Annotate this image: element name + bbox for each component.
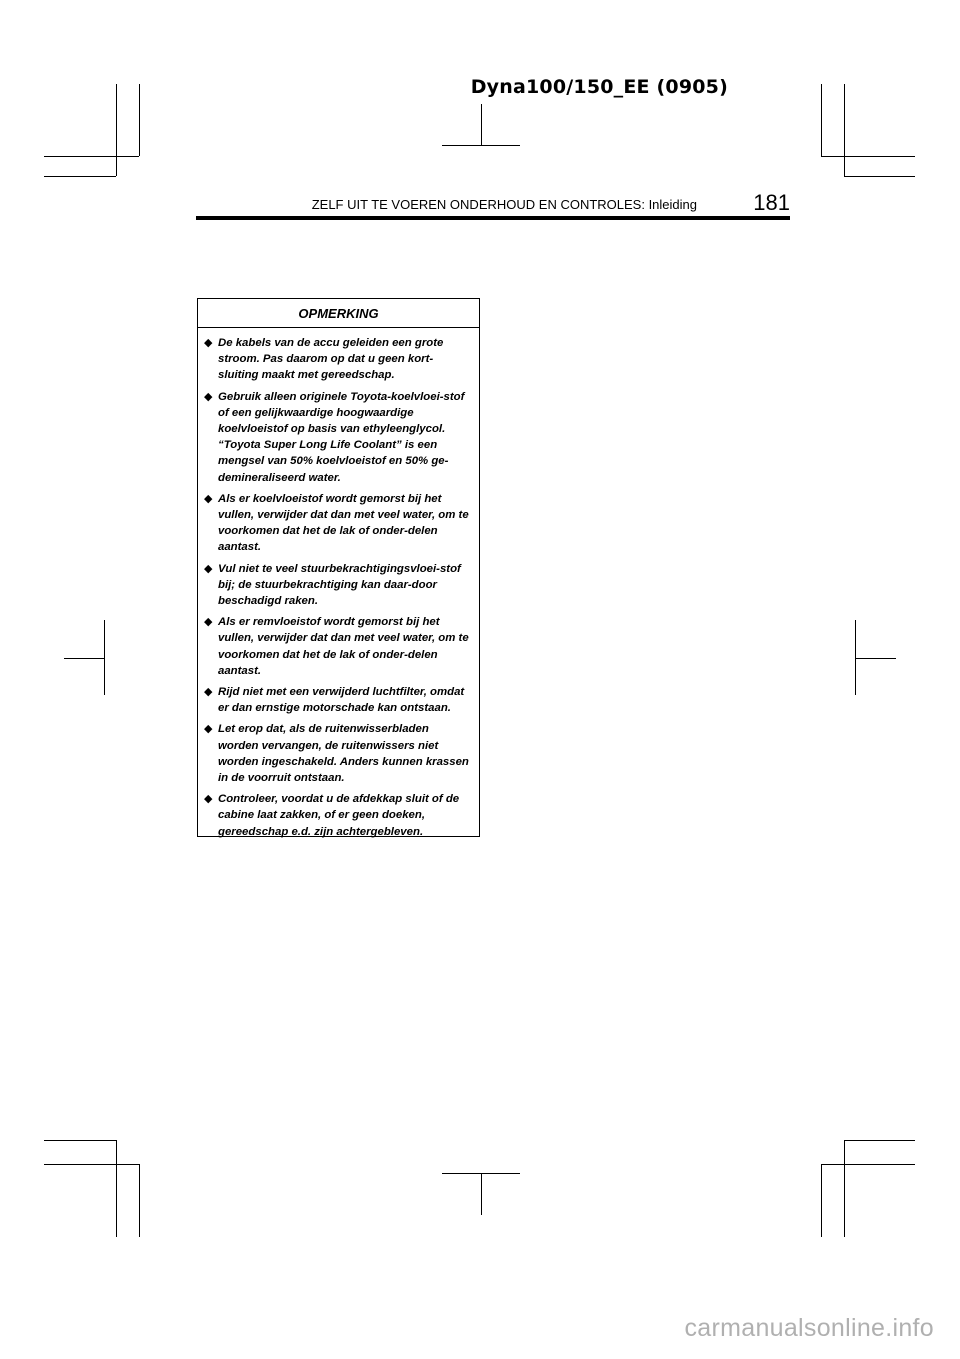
list-item bbox=[204, 791, 471, 840]
list-item bbox=[204, 389, 471, 486]
notice-box bbox=[197, 298, 480, 837]
list-item bbox=[204, 491, 471, 556]
list-item bbox=[204, 614, 471, 679]
notice-list bbox=[198, 328, 479, 840]
list-item-text: Als er koelvloeistof wordt gemorst bij het vullen, verwijder dat dan met veel water, om te voorkomen dat het de lak of onder-delen aantast. bbox=[218, 492, 469, 554]
watermark-link[interactable]: carmanualsonline.info bbox=[684, 1314, 934, 1342]
list-item-text: De kabels van de accu geleiden een grote stroom. Pas daarom op dat u geen kort-sluiting maakt met gereedschap. bbox=[218, 337, 444, 382]
list-item-text: Let erop dat, als de ruitenwisserbladen worden vervangen, de ruitenwissers niet worden ingeschakeld. Anders kunnen krassen in de voorruit ontstaan. bbox=[218, 723, 469, 785]
list-item bbox=[204, 561, 471, 610]
diamond-bullet-icon: ◆ bbox=[204, 562, 213, 575]
diamond-bullet-icon: ◆ bbox=[204, 390, 213, 403]
page-number: 181 bbox=[753, 190, 790, 215]
document-title: Dyna100/150_EE (0905) bbox=[470, 76, 728, 98]
header-rule bbox=[196, 216, 790, 220]
diamond-bullet-icon: ◆ bbox=[204, 616, 213, 629]
list-item bbox=[204, 335, 471, 384]
list-item bbox=[204, 721, 471, 786]
diamond-bullet-icon: ◆ bbox=[204, 686, 213, 699]
list-item-text: Vul niet te veel stuurbekrachtigingsvloei-stof bij; de stuurbekrachtiging kan daar-door beschadigd raken. bbox=[218, 562, 461, 608]
section-title: ZELF UIT TE VOEREN ONDERHOUD EN CONTROLES: Inleiding bbox=[311, 197, 697, 212]
list-item-text: Rijd niet met een verwijderd luchtfilter, omdat er dan ernstige motorschade kan ontstaan. bbox=[218, 686, 465, 715]
notice-heading: OPMERKING bbox=[198, 299, 479, 328]
diamond-bullet-icon: ◆ bbox=[204, 337, 213, 349]
diamond-bullet-icon: ◆ bbox=[204, 492, 213, 505]
list-item-text: Gebruik alleen originele Toyota-koelvloei-stof of een gelijkwaardige hoogwaardige koelvloeistof op basis van ethyleenglycol. “Toyota Super Long Life Coolant” is een mengsel van 50% koelvloeistof en 50% ge-demineraliseerd water. bbox=[218, 390, 465, 484]
list-item-text: Controleer, voordat u de afdekkap sluit of de cabine laat zakken, of er geen doeken, gereedschap e.d. zijn achtergebleven. bbox=[218, 793, 460, 838]
list-item bbox=[204, 684, 471, 716]
diamond-bullet-icon: ◆ bbox=[204, 723, 213, 736]
diamond-bullet-icon: ◆ bbox=[204, 793, 213, 806]
list-item-text: Als er remvloeistof wordt gemorst bij het vullen, verwijder dat dan met veel water, om te voorkomen dat het de lak of onder-delen aantast. bbox=[218, 616, 469, 677]
